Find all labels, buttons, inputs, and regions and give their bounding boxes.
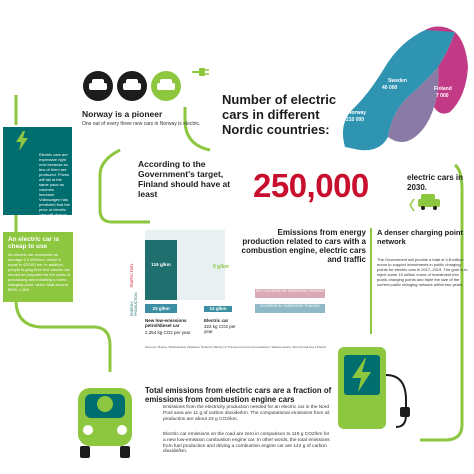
map-label-sweden: Sweden: [388, 78, 407, 84]
car-charging-icon: [404, 187, 444, 215]
map-label-finland: Finland: [434, 86, 452, 92]
petrol-bottom-value: 23 g/km: [152, 306, 170, 311]
not-covered-label: NOT COVERED BY EMISSIONS TRADING: [255, 289, 325, 298]
network-title: A denser charging point network: [377, 228, 463, 246]
emissions-title: Emissions from energy production related to cars with a combustion engine, electric cars and traffic: [241, 228, 366, 264]
petrol-caption-2: 2,354 kg CO2 per year: [145, 330, 191, 335]
expensive-card: [3, 127, 72, 232]
cheap-card-text: An electric car consumes on average 0.2 kWh/km, which is equal to €2/100 km. In addition, people buying their first electric car should be prepared for the costs of purchasing and installing a home-charging point, which total around €500–1,500.: [8, 252, 70, 292]
bottom-title: Total emissions from electric cars are a fraction of emissions from combustion engine cars: [145, 386, 332, 404]
target-number: 250,000: [253, 167, 369, 204]
petrol-top-value: 119 g/km: [151, 262, 171, 267]
lightning-icon: [15, 131, 29, 151]
energy-axis-label: ENERGY PRODUCTION: [130, 292, 138, 316]
petrol-traffic-bar: [145, 240, 177, 300]
target-suffix: electric cars in 2030.: [407, 173, 464, 192]
page-title: Number of electric cars in different Nordic countries:: [222, 92, 337, 137]
cheap-card-title: An electric car is cheap to use: [8, 236, 60, 250]
bottom-paragraph-2: Electric car emissions on the road are zero in comparison to 119 g CO2/km for a new low-emission combustion engine car. In other words, the total emissions from fuel production and driving a combustion engine car are 142 g of carbon dioxide/km.: [163, 432, 330, 455]
car-icon: [82, 70, 192, 102]
petrol-caption: New low-emissions petrol/diesel car: [145, 318, 187, 328]
electric-top-value: 0 g/km: [213, 264, 229, 270]
network-text: The Government will provide a total of 4.8 million euros to support investments in public charging points for electric cars in 2017–2019. The goal is to inject some 15 million euros of investment into public charging points and triple the size of the current public charging network within two years.: [377, 257, 468, 287]
traffic-axis-label: TRAFFIC FUEL: [130, 263, 134, 288]
plug-icon: [190, 64, 210, 80]
car-front-icon: [70, 368, 140, 468]
cheap-card: [3, 232, 73, 302]
electric-caption-2: 323 kg CO2 per year: [204, 324, 236, 334]
expensive-card-text: Electric cars are expensive right now because so few of them are produced. Prices will fall at the same pace as volumes increase. Volkswagen has predicted that the price of electric cars will drop to the same level as combustion engine cars by: [39, 152, 70, 232]
covered-label: COVERED BY EMISSIONS TRADING: [255, 304, 325, 313]
sources-note: Sources: Motiva; Tilastokeskus (Statistics Finland); Ministry of Transport and Communications; Valtioneuvosto; Sitra (Fossil-free Finland): [145, 345, 327, 349]
electric-caption: Electric car: [204, 318, 229, 323]
map-value-sweden: 40 000: [382, 85, 398, 91]
electric-bottom-value: 14 g/km: [209, 306, 227, 311]
map-value-norway: 210 000: [346, 117, 365, 123]
norway-title: Norway is a pioneer: [82, 109, 163, 119]
target-text: According to the Government's target, Finland should have at least: [138, 159, 231, 199]
car-icon-row: [82, 70, 192, 102]
map-label-norway: Norway: [348, 110, 367, 116]
norway-text: One out of every three new cars in Norway is electric.: [82, 121, 201, 127]
bottom-paragraph-1: Emissions from the electricity production needed for an electric car in the Nord Pool area are 11 g of carbon dioxide/km. The computational emissions from oil production are about 23 g CO2/km.: [163, 405, 330, 422]
vertical-divider: [370, 228, 372, 334]
map-value-finland: 7 000: [436, 93, 449, 99]
